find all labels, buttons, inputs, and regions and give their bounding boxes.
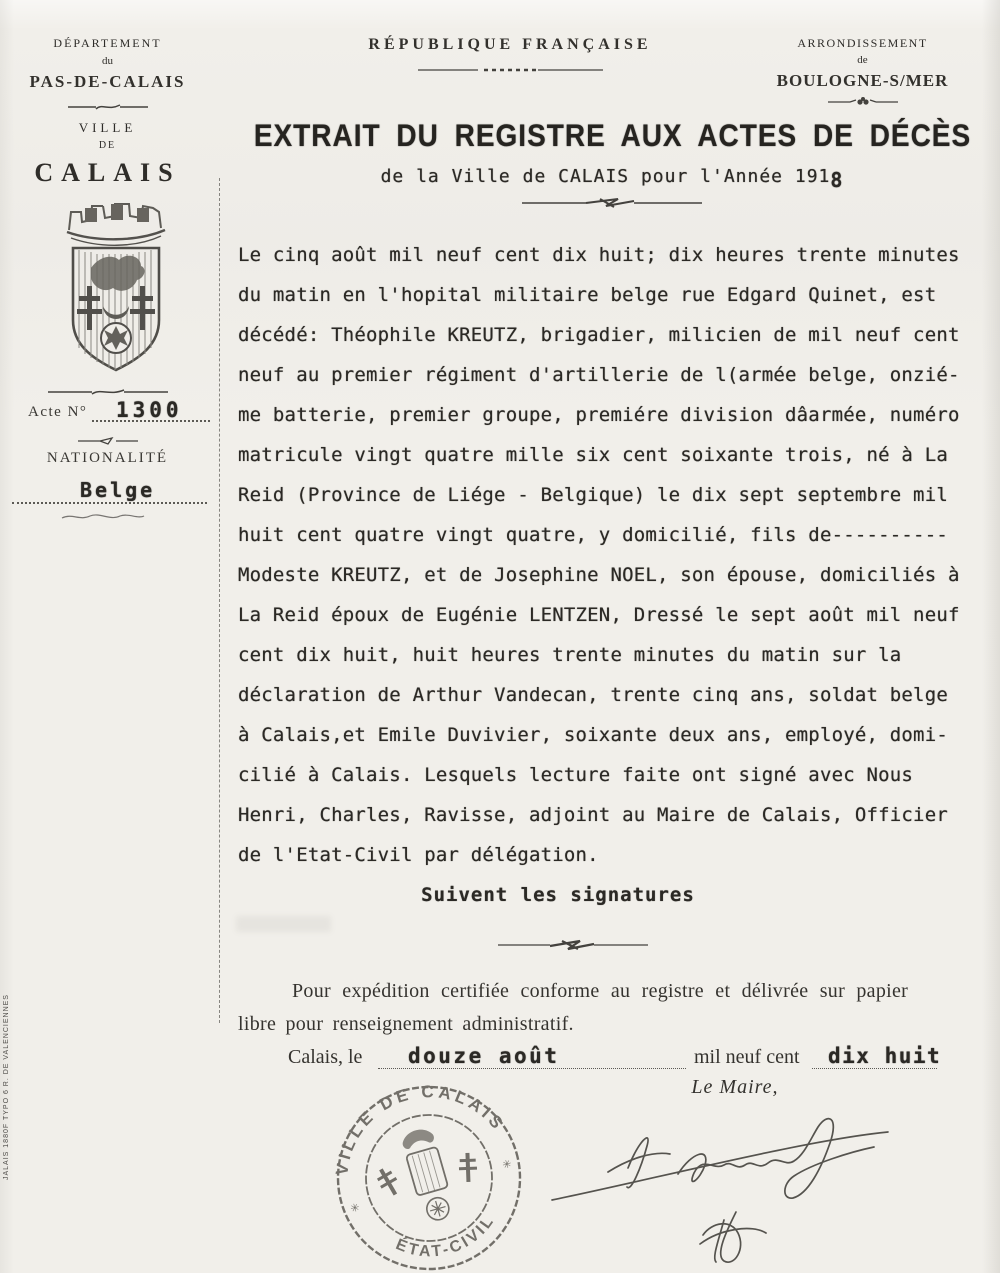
dateline-prefix: Calais, le [288, 1046, 363, 1068]
calais-label: CALAIS [34, 158, 181, 187]
republique-francaise-label: RÉPUBLIQUE FRANÇAISE [368, 36, 652, 53]
body-line: huit cent quatre vingt quatre, y domicilié, fils de---------- [238, 524, 948, 546]
document-subtitle [225, 163, 1000, 192]
body-line: me batterie, premier groupe, premiére division dâarmée, numéro [238, 404, 960, 426]
ville-de-calais-stamp-icon [322, 1082, 537, 1273]
body-line: neuf au premier régiment d'artillerie de l(armée belge, onzié- [238, 364, 960, 386]
knot-divider-icon [522, 196, 702, 210]
body-line: Henri, Charles, Ravisse, adjoint au Maire de Calais, Officier [238, 804, 948, 826]
body-line: du matin en l'hopital militaire belge rue Edgard Quinet, est [238, 284, 937, 306]
ville-de-label: DE [98, 140, 117, 151]
body-line: à Calais,et Emile Duvivier, soixante deux ans, employé, domi- [238, 724, 948, 746]
asterisk-divider-icon [828, 96, 898, 108]
certification-line1: Pour expédition certifiée conforme au registre et délivrée sur papier [292, 980, 909, 1002]
stamp-star-left: ✳ [349, 1201, 362, 1216]
certification-line2: libre pour renseignement administratif. [238, 1013, 574, 1035]
body-line: cent dix huit, huit heures trente minutes du matin sur la [238, 644, 902, 666]
body-line: Modeste KREUTZ, et de Josephine NOEL, son épouse, domiciliés à [238, 564, 960, 586]
act-body-text [238, 244, 1000, 884]
body-line: décédé: Théophile KREUTZ, brigadier, milicien de mil neuf cent [238, 324, 960, 346]
arrondissement-de: de [857, 54, 868, 66]
small-arrow-divider-icon [78, 436, 138, 446]
body-line: cilié à Calais. Lesquels lecture faite ont signé avec Nous [238, 764, 914, 786]
dateline-day-month-typed: douze août [408, 1044, 560, 1068]
le-maire-label: Le Maire, [691, 1076, 779, 1098]
stamp-bottom-text: ÉTAT-CIVIL [393, 1211, 499, 1261]
pas-de-calais-label: PAS-DE-CALAIS [29, 72, 186, 91]
dateline-dotted-2 [812, 1068, 937, 1069]
arrondissement-label: ARRONDISSEMENT [797, 36, 928, 50]
nationalite-value: Belge [80, 478, 156, 502]
departement-label: DÉPARTEMENT [53, 36, 162, 50]
bleed-through-smudge [236, 916, 331, 932]
subtitle-printed-text: de la Ville de CALAIS pour l'Année 191 [380, 166, 831, 187]
nationalite-dotted-line [12, 502, 207, 504]
dateline-mid: mil neuf cent [694, 1046, 800, 1068]
stamp-star-right: ✳ [500, 1157, 514, 1173]
mayor-signature-icon [540, 1092, 1000, 1272]
closing-divider-icon [498, 938, 648, 952]
printer-imprint: JALAIS 1880F TYPO 6 R. DE VALENCIENNES [3, 994, 10, 1180]
stamp-top-text: VILLE DE CALAIS [332, 1082, 509, 1177]
dateline-dotted-1 [378, 1068, 686, 1069]
body-line: matricule vingt quatre mille six cent soixante trois, né à La [238, 444, 948, 466]
document-title: EXTRAIT DU REGISTRE AUX ACTES DE DÉCÈS [253, 118, 972, 153]
departement-du: du [102, 55, 113, 67]
dateline-year-typed: dix huit [828, 1044, 942, 1068]
body-line: La Reid époux de Eugénie LENTZEN, Dressé le sept août mil neuf [238, 604, 960, 626]
margin-separator-line [219, 178, 220, 1023]
subtitle-year-typed: 8 [830, 168, 845, 192]
nationalite-label: NATIONALITÉ [46, 450, 169, 466]
scribble-ornament-icon [58, 512, 148, 522]
svg-text:ÉTAT-CIVIL [389, 1207, 504, 1272]
ville-label: VILLE [78, 120, 137, 135]
dash-dot-divider-icon [418, 66, 603, 74]
boulogne-label: BOULOGNE-S/MER [776, 71, 949, 90]
acte-label: Acte N° [28, 404, 88, 420]
squiggle-divider-icon [68, 102, 148, 112]
body-line: de l'Etat-Civil par délégation. [238, 844, 599, 866]
acte-number-value: 1300 [116, 398, 183, 422]
body-line: déclaration de Arthur Vandecan, trente cinq ans, soldat belge [238, 684, 948, 706]
body-line: Reid (Province de Liége - Belgique) le dix sept septembre mil [238, 484, 948, 506]
suivent-les-signatures: Suivent les signatures [421, 884, 695, 906]
divider-under-arms-icon [48, 386, 168, 398]
calais-coat-of-arms-icon [55, 198, 177, 386]
body-line: Le cinq août mil neuf cent dix huit; dix heures trente minutes [238, 244, 960, 266]
